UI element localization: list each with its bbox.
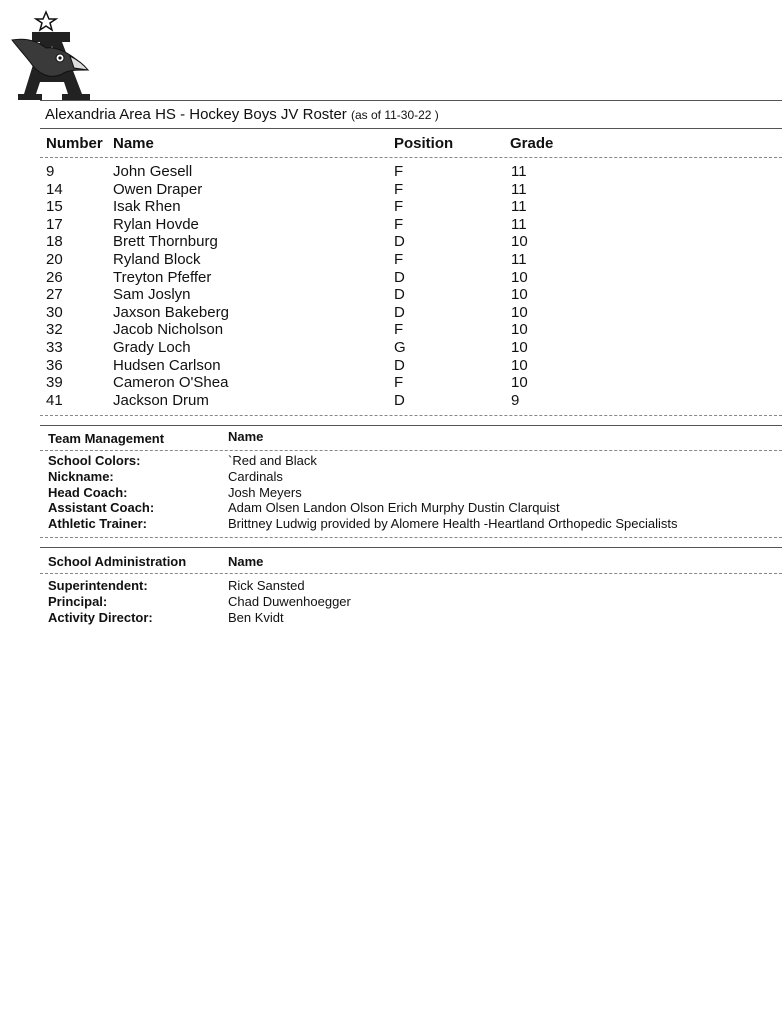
player-number: 27 <box>46 286 63 304</box>
list-item <box>48 578 768 594</box>
player-grade: 10 <box>511 303 528 321</box>
player-number: 41 <box>46 391 63 409</box>
player-position: D <box>394 303 405 321</box>
player-grade: 10 <box>511 268 528 286</box>
field-value: Josh Meyers <box>228 484 302 500</box>
table-row <box>46 269 606 287</box>
table-row <box>46 198 606 216</box>
table-row <box>46 163 606 181</box>
player-grade: 10 <box>511 286 528 304</box>
player-grade: 11 <box>511 215 527 233</box>
player-position: D <box>394 356 405 374</box>
player-position: D <box>394 286 405 304</box>
roster-table <box>46 163 606 409</box>
divider <box>40 537 782 538</box>
player-name: Jackson Drum <box>113 391 209 409</box>
column-header-grade: Grade <box>510 135 554 152</box>
team-management-heading: Team Management <box>48 431 165 446</box>
player-grade: 11 <box>511 250 527 268</box>
list-item <box>48 500 768 516</box>
player-number: 18 <box>46 233 63 251</box>
player-name: Cameron O'Shea <box>113 374 229 392</box>
player-number: 30 <box>46 303 63 321</box>
player-position: D <box>394 268 405 286</box>
list-item <box>48 594 768 610</box>
player-name: John Gesell <box>113 163 193 180</box>
divider <box>40 547 782 548</box>
cardinal-logo <box>10 10 92 102</box>
field-label: Activity Director: <box>48 609 153 625</box>
list-item <box>48 610 768 626</box>
table-row <box>46 304 606 322</box>
table-row <box>46 339 606 357</box>
school-administration-heading: School Administration <box>48 554 187 569</box>
table-row <box>46 216 606 234</box>
player-name: Ryland Block <box>113 250 201 268</box>
field-label: Head Coach: <box>48 484 128 500</box>
player-name: Rylan Hovde <box>113 215 199 233</box>
player-name: Grady Loch <box>113 338 191 356</box>
player-number: 36 <box>46 356 63 374</box>
divider <box>40 128 782 129</box>
player-position: F <box>394 250 404 268</box>
field-label: Athletic Trainer: <box>48 516 147 532</box>
player-name: Owen Draper <box>113 180 203 198</box>
player-position: F <box>394 374 404 392</box>
table-row <box>46 251 606 269</box>
player-grade: 10 <box>511 356 528 374</box>
divider <box>40 573 782 574</box>
roster-date: (as of 11-30-22 ) <box>350 108 439 122</box>
list-item <box>48 516 768 532</box>
divider <box>40 425 782 426</box>
table-row <box>46 392 606 410</box>
divider <box>40 415 782 416</box>
field-value: Cardinals <box>228 468 283 484</box>
divider <box>40 157 782 158</box>
player-grade: 11 <box>511 163 527 180</box>
player-number: 32 <box>46 321 63 339</box>
player-grade: 10 <box>511 321 528 339</box>
team-management-list <box>48 453 768 532</box>
player-grade: 10 <box>511 233 528 251</box>
player-number: 15 <box>46 198 63 216</box>
player-number: 26 <box>46 268 63 286</box>
player-number: 20 <box>46 250 63 268</box>
player-name: Jacob Nicholson <box>113 321 224 339</box>
field-label: School Colors: <box>48 453 141 468</box>
column-header-name: Name <box>113 135 154 152</box>
player-position: D <box>394 391 405 409</box>
player-grade: 11 <box>511 198 527 216</box>
school-administration-name-heading: Name <box>228 554 264 569</box>
divider <box>40 450 782 451</box>
field-label: Superintendent: <box>48 578 148 593</box>
player-position: F <box>394 198 404 216</box>
roster-title: Alexandria Area HS - Hockey Boys JV Roster <box>45 106 347 123</box>
table-row <box>46 181 606 199</box>
table-row <box>46 321 606 339</box>
player-name: Hudsen Carlson <box>113 356 221 374</box>
field-value: Rick Sansted <box>228 578 305 593</box>
player-grade: 10 <box>511 374 528 392</box>
field-label: Assistant Coach: <box>48 500 155 516</box>
field-label: Nickname: <box>48 468 114 484</box>
table-row <box>46 286 606 304</box>
page-title <box>45 106 439 123</box>
player-position: G <box>394 338 406 356</box>
player-position: F <box>394 215 404 233</box>
field-value: Ben Kvidt <box>228 609 284 625</box>
list-item <box>48 453 768 469</box>
player-number: 9 <box>46 163 55 180</box>
school-administration-list <box>48 578 768 625</box>
field-value: Brittney Ludwig provided by Alomere Health -Heartland Orthopedic Specialists <box>228 516 678 532</box>
player-position: D <box>394 233 405 251</box>
field-value: Chad Duwenhoegger <box>228 593 351 609</box>
field-value: `Red and Black <box>228 453 317 468</box>
table-row <box>46 233 606 251</box>
list-item <box>48 469 768 485</box>
team-management-name-heading: Name <box>228 429 264 444</box>
divider <box>40 100 782 101</box>
table-row <box>46 357 606 375</box>
field-value: Adam Olsen Landon Olson Erich Murphy Dustin Clarquist <box>228 500 560 516</box>
player-name: Treyton Pfeffer <box>113 268 212 286</box>
player-name: Brett Thornburg <box>113 233 218 251</box>
player-grade: 9 <box>511 391 520 409</box>
player-position: F <box>394 163 404 180</box>
player-number: 17 <box>46 215 63 233</box>
player-number: 39 <box>46 374 63 392</box>
table-row <box>46 374 606 392</box>
field-label: Principal: <box>48 593 108 609</box>
player-grade: 10 <box>511 338 528 356</box>
column-header-position: Position <box>394 135 454 152</box>
player-number: 14 <box>46 180 63 198</box>
player-grade: 11 <box>511 180 527 198</box>
player-name: Jaxson Bakeberg <box>113 303 229 321</box>
column-header-number: Number <box>46 135 103 152</box>
player-number: 33 <box>46 338 63 356</box>
player-position: F <box>394 180 404 198</box>
list-item <box>48 485 768 501</box>
player-position: F <box>394 321 404 339</box>
player-name: Isak Rhen <box>113 198 181 216</box>
player-name: Sam Joslyn <box>113 286 191 304</box>
